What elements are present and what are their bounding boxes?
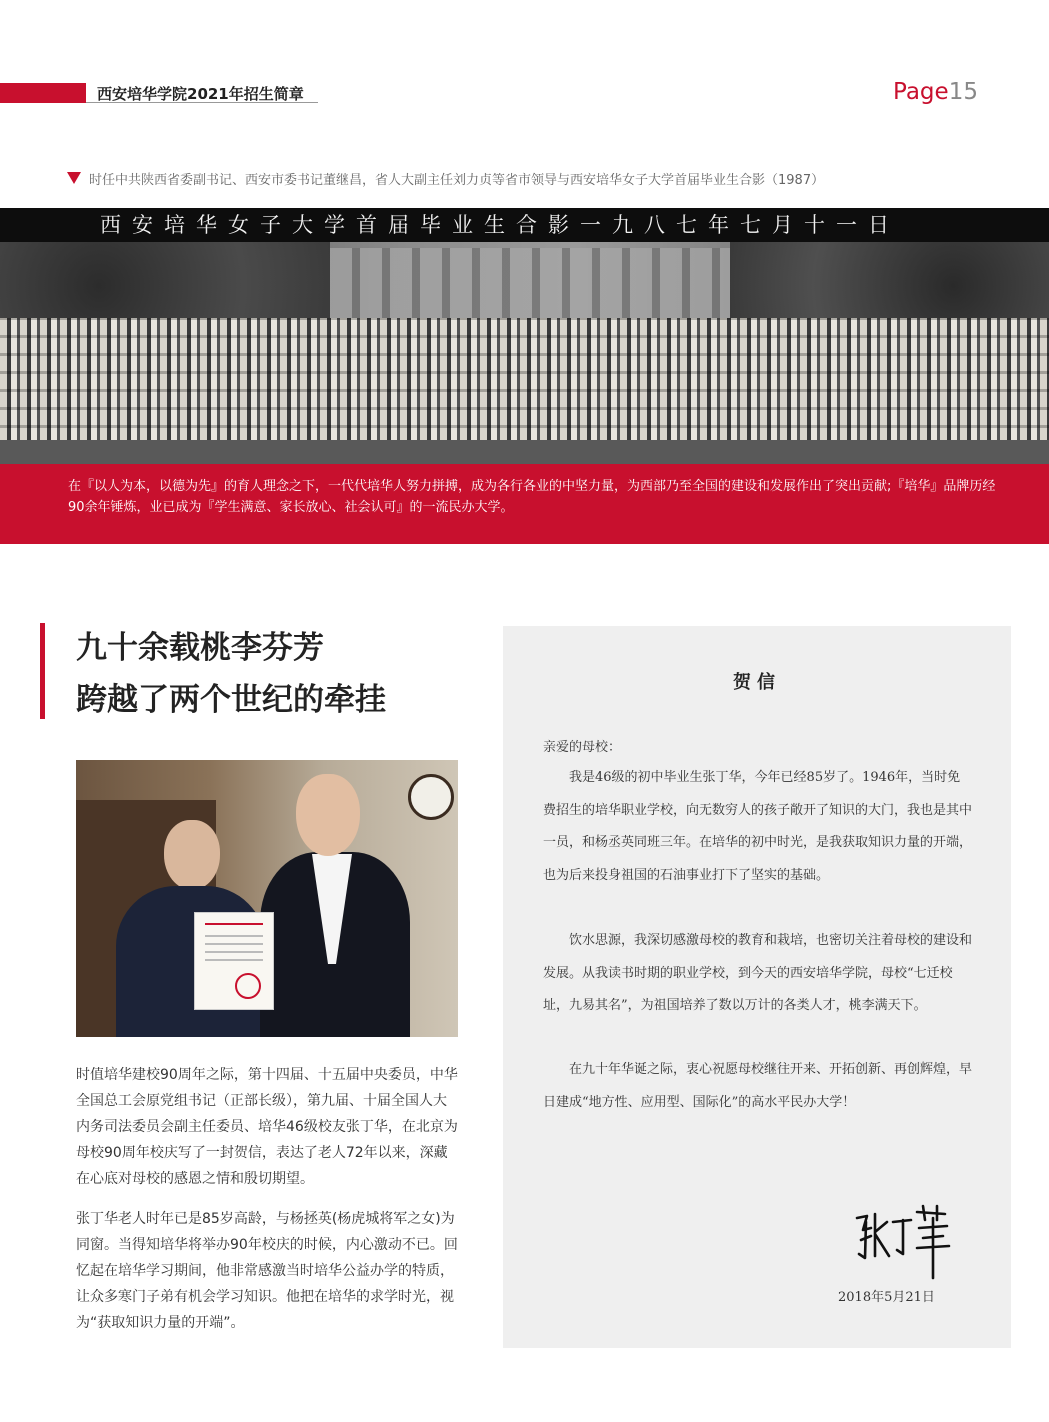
caption-triangle-icon	[67, 172, 81, 184]
section-accent-bar	[40, 623, 45, 719]
header-red-bar	[0, 83, 86, 103]
mission-band	[0, 464, 1049, 544]
photo-caption: 时任中共陕西省委副书记、西安市委书记董继昌，省人大副主任刘力贞等省市领导与西安培华女子大学首届毕业生合影（1987）	[89, 173, 825, 188]
photo-banner: 西安培华女子大学首届毕业生合影一九八七年七月十一日	[0, 208, 1049, 242]
body-paragraph-1: 时值培华建校90周年之际，第十四届、十五届中央委员，中华全国总工会原党组书记（正部长级），第九届、十届全国人大内务司法委员会副主任委员、培华46级校友张丁华，在北京为母校90周年校庆写了一封贺信，表达了老人72年以来，深藏在心底对母校的感恩之情和殷切期望。	[76, 1067, 458, 1187]
body-paragraph-2: 张丁华老人时年已是85岁高龄，与杨拯英(杨虎城将军之女)为同窗。当得知培华将举办90年校庆的时候，内心激动不已。回忆起在培华学习期间，他非常感激当时培华公益办学的特质，让众多寒门子弟有机会学习知识。他把在培华的求学时光，视为“获取知识力量的开端”。	[76, 1211, 458, 1331]
section-title-line2: 跨越了两个世纪的牵挂	[76, 682, 386, 718]
held-letter	[194, 912, 274, 1010]
letter-paragraph-2: 饮水思源，我深切感激母校的教育和栽培，也密切关注着母校的建设和发展。从我读书时期的职业学校，到今天的西安培华学院，母校“七迁校址，九易其名”，为祖国培养了数以万计的各类人才，桃李满天下。	[543, 933, 973, 1013]
section-title-line1: 九十余载桃李芬芳	[76, 630, 324, 666]
page-prefix: Page	[893, 79, 949, 105]
portrait-photo	[76, 760, 458, 1037]
header-title: 西安培华学院2021年招生简章	[97, 85, 304, 103]
section-title	[76, 622, 386, 726]
letter-salutation: 亲爱的母校：	[543, 740, 622, 755]
letter-paragraph-1: 我是46级的初中毕业生张丁华，今年已经85岁了。1946年，当时免费招生的培华职业学校，向无数穷人的孩子敞开了知识的大门，我也是其中一员，和杨丞英同班三年。在培华的初中时光，是我获取知识力量的开端，也为后来投身祖国的石油事业打下了坚实的基础。	[543, 770, 973, 883]
person-host	[260, 774, 410, 1037]
mission-text: 在『以人为本，以德为先』的育人理念之下，一代代培华人努力拼搏，成为各行各业的中坚力量，为西部乃至全国的建设和发展作出了突出贡献;『培华』品牌历经90余年锤炼，业已成为『学生满意、家长放心、社会认可』的一流民办大学。	[68, 479, 996, 515]
page-number-value: 15	[948, 79, 978, 105]
handwritten-signature	[853, 1200, 953, 1280]
clock-icon	[408, 774, 454, 820]
page-number	[893, 79, 978, 105]
group-photo	[0, 208, 1049, 464]
congratulatory-letter	[503, 626, 1011, 1348]
seal-icon	[235, 973, 261, 999]
letter-date: 2018年5月21日	[838, 1290, 935, 1305]
letter-title: 贺信	[733, 672, 781, 693]
letter-paragraph-3: 在九十年华诞之际，衷心祝愿母校继往开来、开拓创新、再创辉煌，早日建成“地方性、应用型、国际化”的高水平民办大学！	[543, 1062, 973, 1110]
